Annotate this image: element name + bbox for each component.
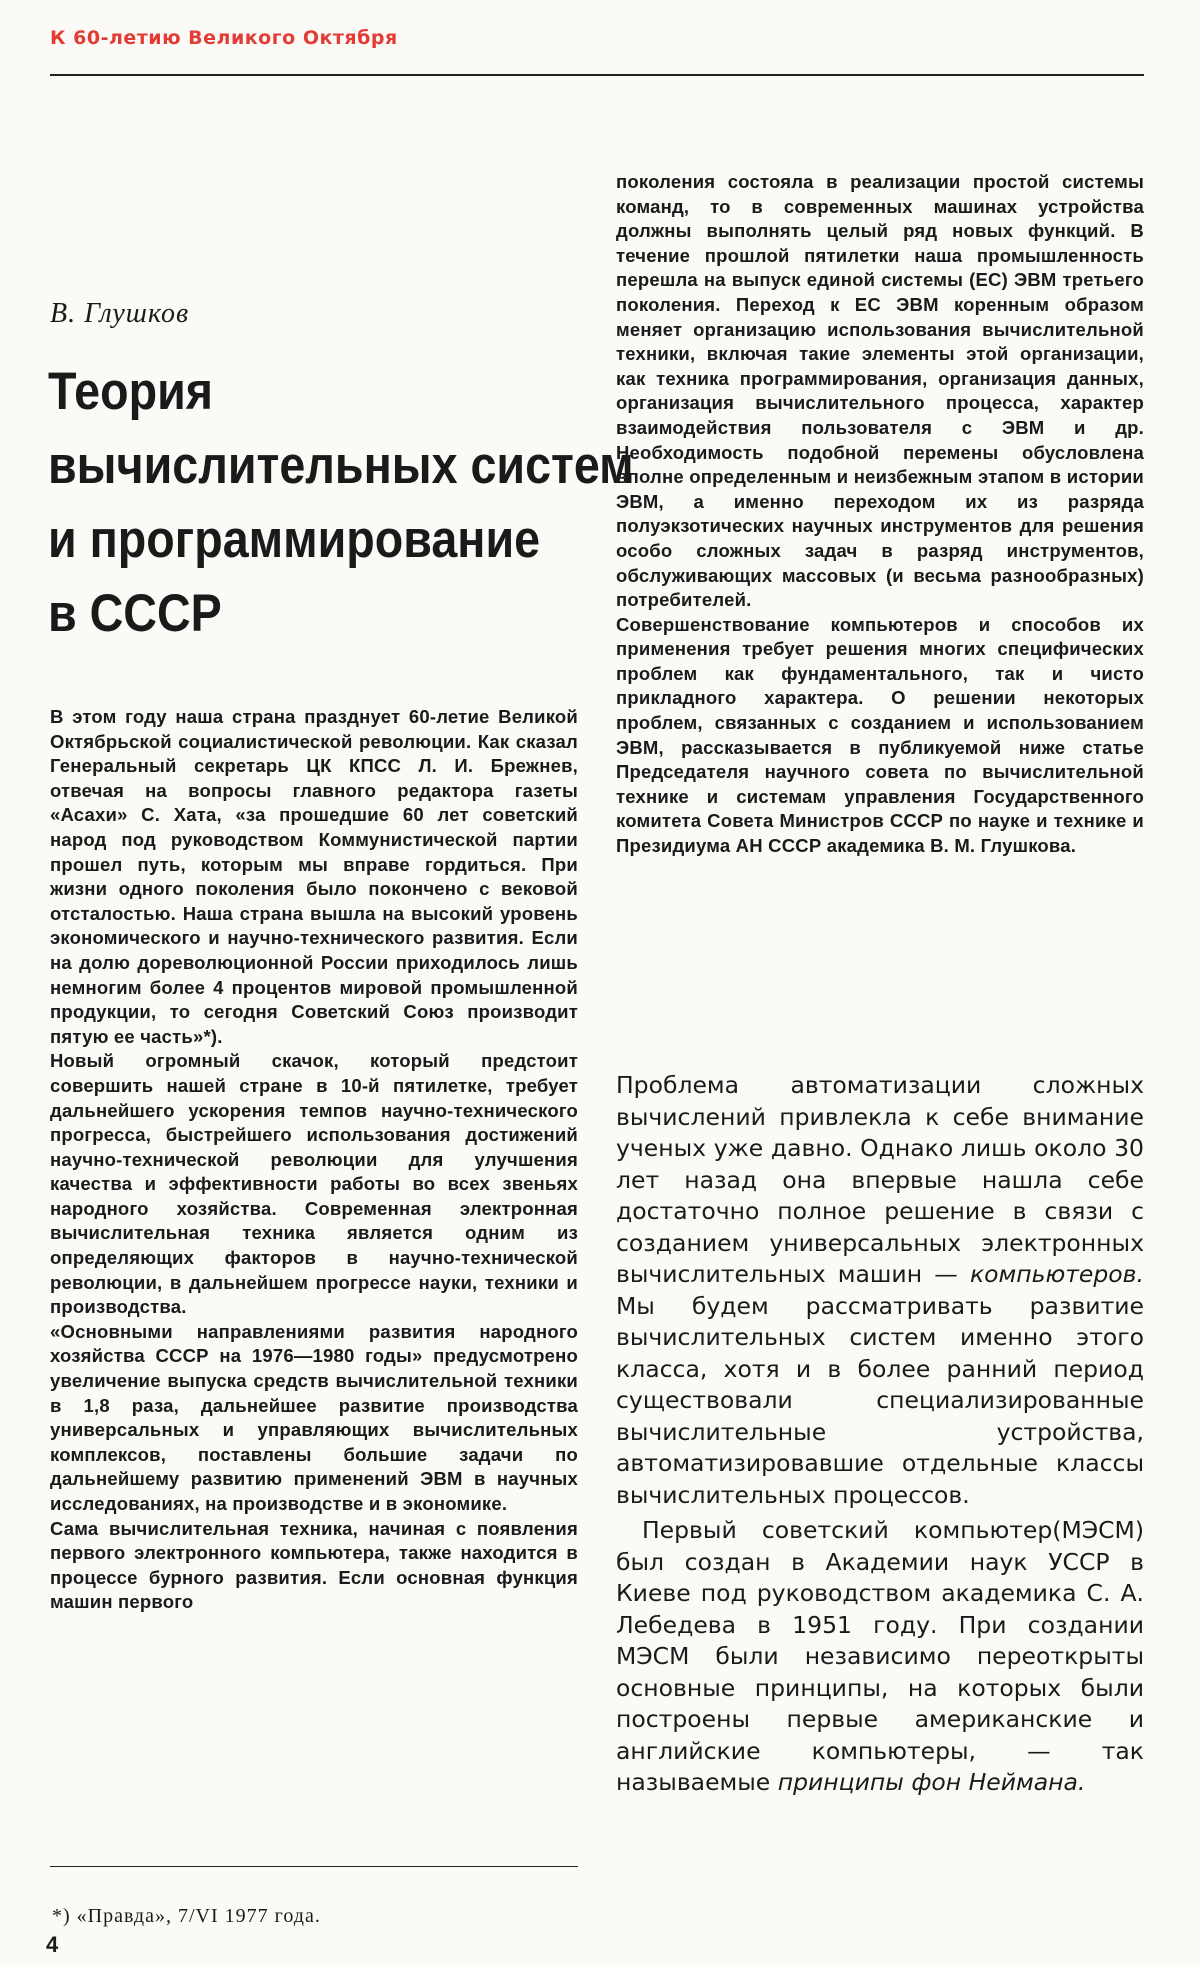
footnote-divider bbox=[50, 1866, 578, 1867]
intro-right-column bbox=[616, 170, 1144, 859]
intro-paragraph: Совершенствование компьютеров и способов их применения требует решения многих специфических проблем как фундаментального, так и чисто прикладного характера. О решении некоторых проблем, связанных с созданием и использованием ЭВМ, рассказывается в публикуемой ниже статье Председателя научного совета по вычислительной технике и системам управления Государственного комитета Совета Министров СССР по науке и технике и Президиума АН СССР академика В. М. Глушкова. bbox=[616, 613, 1144, 857]
title-line: вычислительных систем bbox=[48, 436, 634, 495]
title-line: в СССР bbox=[48, 584, 222, 643]
header-divider bbox=[50, 74, 1144, 76]
body-text: Мы будем рассматривать развитие вычислительных систем именно этого класса, хотя и в более ранний период существовали специализированные вычислительные устройства, автоматизировавшие отдельные классы вычислительных процессов. bbox=[616, 1291, 1144, 1509]
body-emphasis: принципы фон Неймана. bbox=[777, 1768, 1086, 1796]
page-number: 4 bbox=[46, 1932, 59, 1957]
body-paragraph bbox=[616, 1070, 1144, 1511]
body-text: Проблема автоматизации сложных вычислений привлекла к себе внимание ученых уже давно. Однако лишь около 30 лет назад она впервые нашла себе достаточно полное решение в связи с созданием универсальных электронных вычислительных машин — bbox=[616, 1071, 1144, 1288]
intro-paragraph: Новый огромный скачок, который предстоит совершить нашей стране в 10-й пятилетке, требует дальнейшего ускорения темпов научно-технического прогресса, быстрейшего использования достижений научно-технической революции для улучшения качества и эффективности работы во всех звеньях народного хозяйства. Современная электронная вычислительная техника является одним из определяющих факторов в научно-технической революции, в дальнейшем прогрессе науки, техники и производства. bbox=[50, 1050, 578, 1318]
intro-paragraph: Сама вычислительная техника, начиная с появления первого электронного компьютера, также находится в процессе бурного развития. Если основная функция машин первого bbox=[50, 1517, 578, 1613]
footnote: *) «Правда», 7/VI 1977 года. bbox=[52, 1905, 321, 1927]
intro-paragraph: поколения состояла в реализации простой системы команд, то в современных машинах устройства должны выполнять целый ряд новых функций. В течение прошлой пятилетки наша промышленность перешла на выпуск единой системы (ЕС) ЭВМ третьего поколения. Переход к ЕС ЭВМ коренным образом меняет организацию использования вычислительной техники, включая такие элементы этой организации, как техника программирования, организация данных, организация вычислительного процесса, характер взаимодействия пользователя с ЭВМ и др. Необходимость подобной перемены обусловлена вполне определенным и неизбежным этапом в истории ЭВМ, а именно переходом их из разряда полуэкзотических научных инструментов для решения особо сложных задач в разряд инструментов, обслуживающих массовых (и весьма разнообразных) потребителей. bbox=[616, 171, 1144, 611]
body-paragraph bbox=[616, 1515, 1144, 1799]
title-line: Теория bbox=[48, 362, 213, 421]
intro-left-column bbox=[50, 705, 578, 1615]
title-line: и программирование bbox=[48, 510, 541, 569]
intro-paragraph: В этом году наша страна празднует 60-летие Великой Октябрьской социалистической революции. Как сказал Генеральный секретарь ЦК КПСС Л. И. Брежнев, отвечая на вопросы главного редактора газеты «Асахи» С. Хата, «за прошедшие 60 лет советский народ под руководством Коммунистической партии прошел путь, которым мы вправе гордиться. При жизни одного поколения было покончено с вековой отсталостью. Наша страна вышла на высокий уровень экономического и научно-технического развития. Если на долю дореволюционной России приходилось лишь немногим более 4 процентов мировой промышленной продукции, то сегодня Советский Союз производит пятую ее часть»*). bbox=[50, 706, 578, 1047]
article-title bbox=[48, 355, 634, 651]
article-author: В. Глушков bbox=[50, 298, 190, 329]
article-body bbox=[616, 1070, 1144, 1799]
intro-paragraph: «Основными направлениями развития народного хозяйства СССР на 1976—1980 годы» предусмотрено увеличение выпуска средств вычислительной техники в 1,8 раза, дальнейшее развитие производства универсальных и управляющих вычислительных комплексов, поставлены большие задачи по дальнейшему развитию применений ЭВМ в научных исследованиях, на производстве и в экономике. bbox=[50, 1320, 578, 1514]
body-text: Первый советский компьютер(МЭСМ) был создан в Академии наук УССР в Киеве под руководством академика С. А. Лебедева в 1951 году. При создании МЭСМ были независимо переоткрыты основные принципы, на которых были построены первые американские и английские компьютеры, — так называемые bbox=[616, 1516, 1144, 1796]
body-emphasis: компьютеров. bbox=[969, 1260, 1144, 1288]
section-rubric: К 60-летию Великого Октября bbox=[50, 27, 398, 49]
